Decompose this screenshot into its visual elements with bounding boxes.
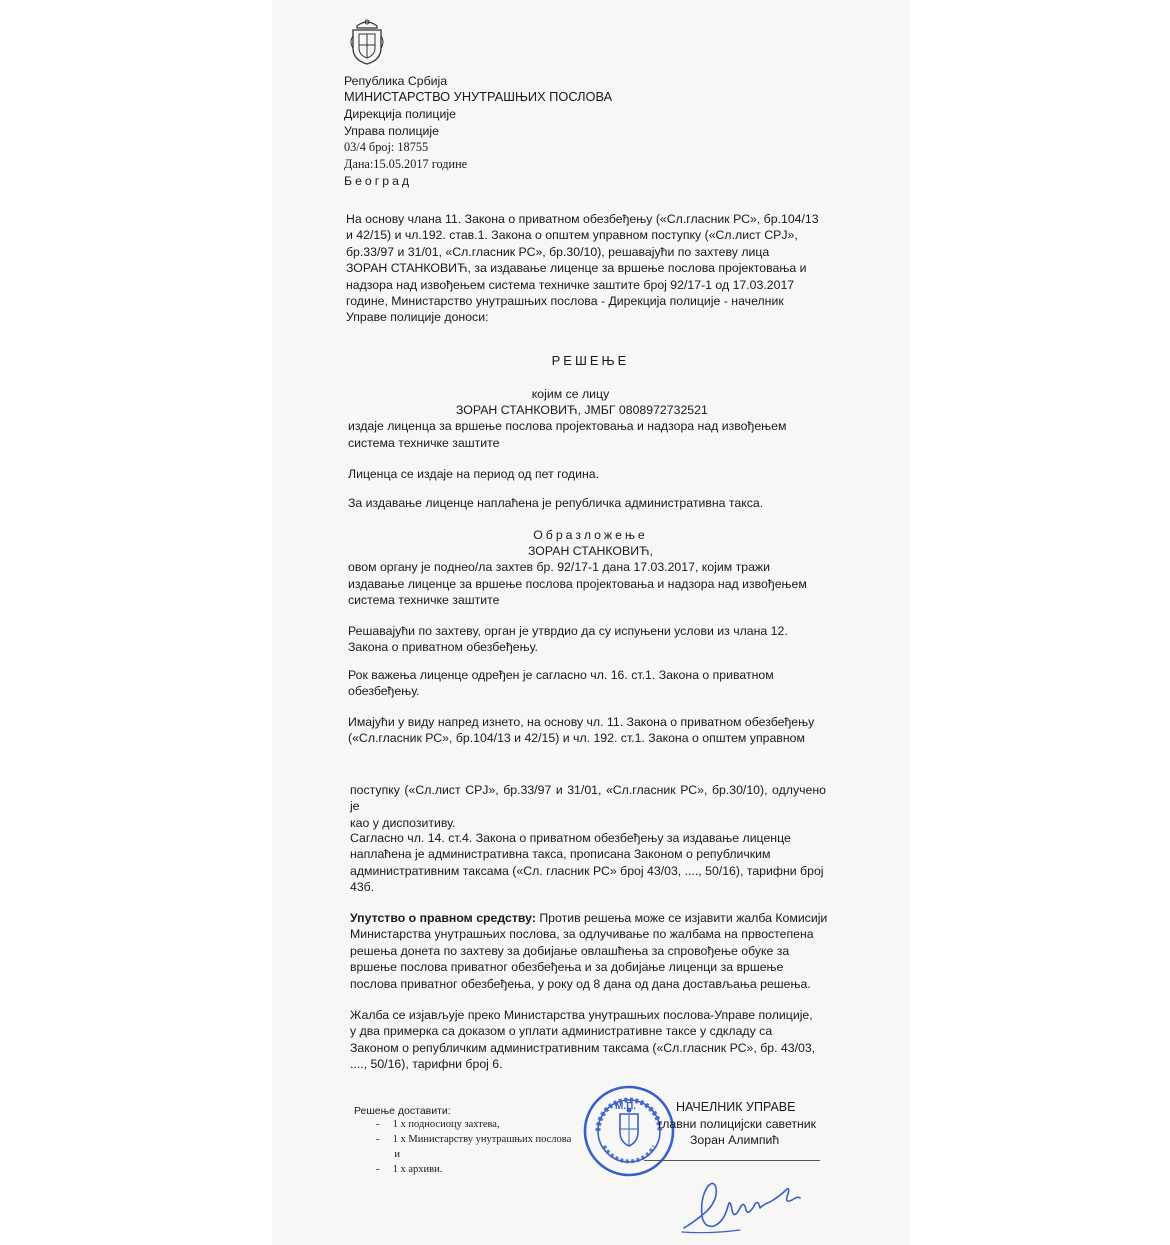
reasoning-paragraph-3 xyxy=(348,667,826,700)
header-ref-number: 03/4 број: 18755 xyxy=(344,140,429,154)
text-line: обезбеђењу. xyxy=(348,684,420,699)
preamble-line: године, Министарство унутрашњих послова - Дирекција полиције - начелник xyxy=(346,294,784,309)
text-line: Закона о приватном обезбеђењу. xyxy=(348,640,538,655)
signature-rank: главни полицијски саветник xyxy=(658,1117,817,1131)
text-line: Решавајући по захтеву, орган је утврдио да су испуњени услови из члана 12. xyxy=(348,624,788,638)
list-item: - 1 х архиви. xyxy=(376,1164,443,1175)
legal-remedy-label: Упутство о правном средству: xyxy=(350,911,536,925)
list-item xyxy=(376,1147,571,1162)
text-line: као у диспозитиву. xyxy=(350,815,456,830)
list-item-label: 1 х Министарству унутрашњих послова xyxy=(392,1134,572,1145)
preamble-paragraph xyxy=(346,211,824,326)
document-page xyxy=(272,0,909,1245)
header-administration: Управа полиције xyxy=(344,124,440,138)
reasoning-paragraph-6 xyxy=(350,830,826,896)
text-line: послова приватног обезбеђења, у року од 8 дана од дана достављања решења. xyxy=(350,976,811,991)
reasoning-paragraph-2 xyxy=(348,623,826,656)
text-line: у два примерка са доказом о уплати административне таксе у сдкладу са xyxy=(350,1024,773,1039)
decision-period: Лиценца се издаје на период од пет година. xyxy=(348,467,599,481)
text-line: Рок важења лиценце одређен је сагласно чл. 16. ст.1. Закона о приватном xyxy=(348,668,774,682)
decision-title: РЕШЕЊЕ xyxy=(551,353,630,368)
decision-person: ЗОРАН СТАНКОВИЋ, ЈМБГ 0808972732521 xyxy=(456,403,708,417)
list-item-label: 1 х архиви. xyxy=(392,1164,443,1175)
text-line xyxy=(350,910,828,926)
text-line: вршење послова приватног обезбеђења и за добијање лиценци за вршење xyxy=(350,960,784,975)
reasoning-person: ЗОРАН СТАНКОВИЋ, xyxy=(528,544,653,558)
text-line: Министарства унутрашњих послова, за одлучивање по жалбама на првостепена xyxy=(350,927,814,942)
preamble-line: ЗОРАН СТАНКОВИЋ, за издавање лиценце за вршење послова пројектовања и xyxy=(346,261,807,276)
text-line: Сагласно чл. 14. ст.4. Закона о приватном обезбеђењу за издавање лиценце xyxy=(350,831,791,845)
list-item: - 1 х Министарству унутрашњих послова xyxy=(376,1134,572,1145)
reasoning-paragraph-7 xyxy=(350,910,828,992)
signature-line xyxy=(644,1160,820,1161)
text-line: Имајући у виду напред изнето, на основу чл. 11. Закона о приватном обезбеђењу xyxy=(348,715,815,729)
delivery-title: Решење доставити: xyxy=(354,1105,451,1117)
header-directorate: Дирекција полиције xyxy=(344,107,456,121)
text-line: административним таксама («Сл. гласник РС» број 43/03, ...., 50/16), тарифни број xyxy=(350,863,824,878)
text-line: овом органу је поднео/ла захтев бр. 92/17-1 дана 17.03.2017, којим тражи xyxy=(348,560,771,574)
text-line: ...., 50/16), тарифни број 6. xyxy=(350,1057,503,1072)
signature-title: НАЧЕЛНИК УПРАВЕ xyxy=(676,1100,796,1114)
text-line: издавање лиценце за вршење послова пројектовања и надзора над извођењем xyxy=(348,576,807,591)
header-city: Београд xyxy=(344,174,413,188)
reasoning-paragraph-8 xyxy=(350,1007,828,1073)
header-ministry: МИНИСТАРСТВО УНУТРАШЊИХ ПОСЛОВА xyxy=(344,89,613,104)
coat-of-arms-icon xyxy=(350,18,384,66)
text-line: Жалба се изјављује преко Министарства унутрашњих послова-Управе полиције, xyxy=(350,1008,813,1022)
reasoning-paragraph-1 xyxy=(348,559,807,609)
text-line: наплаћена је административна такса, прописана Законом о републичким xyxy=(350,847,771,862)
text-line: система техничке заштите xyxy=(348,593,500,607)
reasoning-title: Образложење xyxy=(533,528,648,542)
list-item-label: и xyxy=(394,1149,400,1160)
preamble-line: бр.33/97 и 31/01, «Сл.гласник РС», бр.30/10), решавајући по захтеву лица xyxy=(346,244,770,259)
text-line: поступку («Сл.лист СРЈ», бр.33/97 и 31/01, «Сл.гласник РС», бр.30/10), одлучено је xyxy=(350,783,826,814)
decision-fee: За издавање лиценце наплаћена је републичка административна такса. xyxy=(348,496,764,510)
stamp-mp-label: М.П. xyxy=(615,1101,637,1112)
list-item-label: 1 х подносиоцу захтева, xyxy=(392,1119,500,1130)
reasoning-paragraph-4 xyxy=(348,714,826,747)
preamble-line: Управе полиције доноси: xyxy=(346,310,489,325)
text-line: («Сл.гласник РС», бр.104/13 и 42/15) и чл. 192. ст.1. Закона о општем управном xyxy=(348,731,805,746)
reasoning-paragraph-5 xyxy=(350,782,826,831)
list-item: - 1 х подносиоцу захтева, xyxy=(376,1119,500,1130)
text-line: 43б. xyxy=(350,880,375,895)
signature-name: Зоран Алимпић xyxy=(690,1133,780,1147)
text-line: Законом о републичким административним таксама («Сл.гласник РС», бр. 43/03, xyxy=(350,1040,816,1055)
text-fragment: Против решења може се изјавити жалба Комисији xyxy=(535,911,828,925)
preamble-line: и 42/15) и чл.192. став.1. Закона о општем управном поступку («Сл.лист СРЈ», xyxy=(346,228,798,243)
header-date: Дана:15.05.2017 године xyxy=(344,157,468,171)
decision-intro: којим се лицу xyxy=(531,387,610,401)
decision-issue-line-2: система техничке заштите xyxy=(348,436,500,450)
text-line: решења донета по захтеву за добијање овлашћења за спровођење обуке за xyxy=(350,943,790,958)
delivery-list xyxy=(376,1117,571,1177)
preamble-line: надзора над извођењем система техничке заштите број 92/17-1 од 17.03.2017 xyxy=(346,277,795,292)
decision-issue-line-1: издаје лиценца за вршење послова пројектовања и надзора над извођењем xyxy=(348,419,787,433)
handwritten-signature-icon xyxy=(680,1176,804,1236)
preamble-line: На основу члана 11. Закона о приватном обезбеђењу («Сл.гласник РС», бр.104/13 xyxy=(346,212,819,226)
header-country: Република Србија xyxy=(344,74,448,88)
